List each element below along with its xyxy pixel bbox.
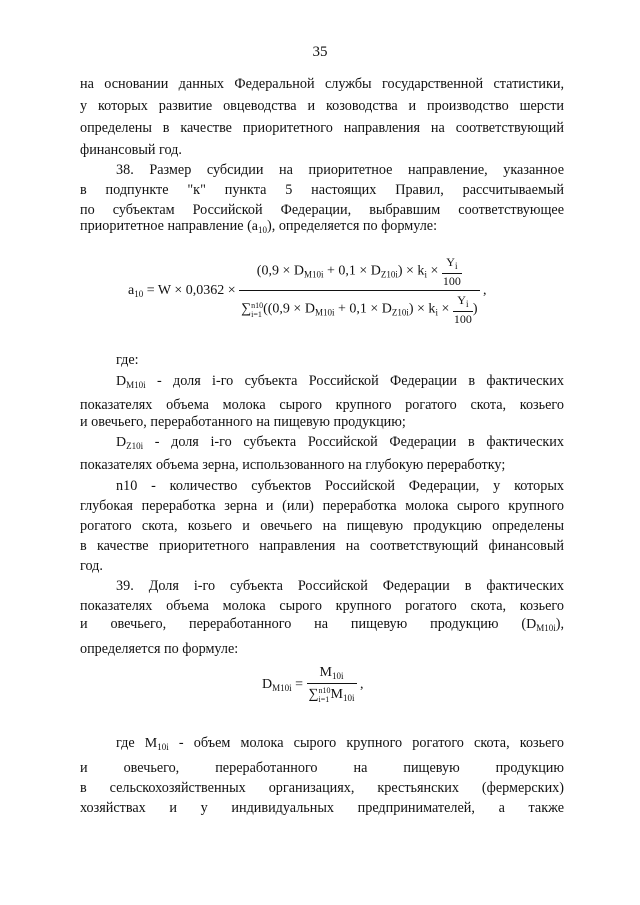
text-line: финансовый год. <box>80 142 182 158</box>
bottom-paragraph-line: где $M_{10i}$ - объем молока сырого крупного рогатого скота, козьего <box>116 735 564 752</box>
formula-numerator: $(0,9 \times D_{M10i} + 0,1 \times D_{Z10i}) \times k_i$ × $\frac{Y_i}{100}$ <box>239 255 479 291</box>
section-39-line: показателях объема молока сырого крупного рогатого скота, козьего <box>80 598 564 614</box>
definition-dz-line: показателях объема зерна, использованного на глубокую переработку; <box>80 457 506 473</box>
text-line: определены в качестве приоритетного направления на соответствующий <box>80 120 564 136</box>
definition-n10-line: в качестве приоритетного направления на соответствующий финансовый <box>80 538 564 554</box>
page-number: 35 <box>312 44 328 60</box>
section-39-line: и овечьего, переработанного на пищевую продукцию $(D_{M10i})$, <box>80 616 564 633</box>
section-38-line: по субъектам Российской Федерации, выбравшим соответствующее <box>80 202 564 218</box>
dz-symbol: $D_{Z10i}$ <box>116 435 144 451</box>
a10-symbol: $a_{10}$ <box>251 219 268 235</box>
dm-symbol: $D_{M10i}$ <box>526 617 556 633</box>
section-39-line: определяется по формуле: <box>80 641 239 657</box>
dm-symbol: $D_{M10i}$ <box>116 374 146 390</box>
formula-lhs: $D_{M10i}$ = <box>262 676 304 693</box>
sum-symbol: ∑ <box>308 687 319 703</box>
definition-dm-line: и овечьего, переработанного на пищевую продукцию; <box>80 414 406 430</box>
share-formula <box>262 665 364 704</box>
text-line: у которых развитие овцеводства и козоводства и производство шерсти <box>80 98 564 114</box>
definition-dm-line: показателях объема молока сырого крупного рогатого скота, козьего <box>80 397 564 413</box>
definition-n10-line: глубокая переработка зерна и (или) переработка молока сырого крупного <box>80 498 564 514</box>
bottom-paragraph-line: хозяйствах и у индивидуальных предпринимателей, а также <box>80 800 564 816</box>
definition-n10-line: n10 - количество субъектов Российской Федерации, у которых <box>116 478 564 494</box>
formula-fraction <box>307 665 357 704</box>
formula-lhs: $a_{10} = W \times 0,0362$ × <box>128 282 236 299</box>
m10-symbol: $M_{10i}$ <box>144 736 169 752</box>
section-38-line: 38. Размер субсидии на приоритетное направление, указанное <box>116 162 564 178</box>
subsidy-formula <box>128 255 487 326</box>
definition-n10-line: год. <box>80 558 103 574</box>
definition-dz-line: $D_{Z10i}$ - доля i-го субъекта Российской Федерации в фактических <box>116 434 564 451</box>
formula-comma: , <box>360 676 364 692</box>
formula-numerator: $M_{10i}$ <box>307 665 357 684</box>
bottom-paragraph-line: в сельскохозяйственных организациях, крестьянских (фермерских) <box>80 780 564 796</box>
section-38-line: в подпункте "к" пункта 5 настоящих Правил, рассчитываемый <box>80 182 564 198</box>
definition-dm-line: $D_{M10i}$ - доля i-го субъекта Российской Федерации в фактических <box>116 373 564 390</box>
text-fragment: ), определяется по формуле: <box>267 218 438 234</box>
formula-fraction <box>239 255 479 326</box>
bottom-paragraph-line: и овечьего, переработанного на пищевую продукцию <box>80 760 564 776</box>
section-38-line <box>80 216 564 240</box>
sum-symbol: ∑ <box>241 301 252 317</box>
text-line: на основании данных Федеральной службы государственной статистики, <box>80 76 564 92</box>
formula-denominator: ∑ n10 i=1 $M_{10i}$ <box>308 686 355 704</box>
where-label: где: <box>116 352 139 368</box>
formula-denominator: ∑ n10 i=1 ($(0,9 \times D_{M10i} + 0,1 \times D_{Z10i}) \times k_i$ × $\frac{Y_i}{100}$ ) <box>241 293 478 326</box>
definition-n10-line: рогатого скота, козьего и овечьего на пищевую продукцию определены <box>80 518 564 534</box>
text-fragment: приоритетное направление ( <box>80 218 252 234</box>
section-39-line: 39. Доля i-го субъекта Российской Федерации в фактических <box>116 578 564 594</box>
formula-comma: , <box>483 282 487 298</box>
